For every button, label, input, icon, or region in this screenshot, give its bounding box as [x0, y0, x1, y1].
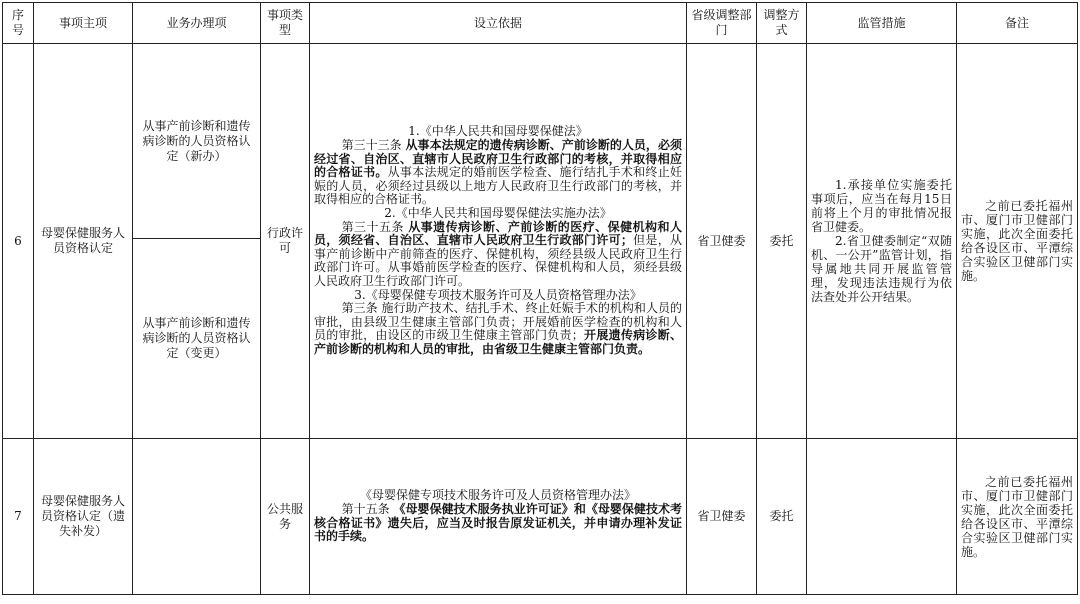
row-method: 委托 [757, 44, 807, 439]
row-dept: 省卫健委 [687, 44, 757, 439]
row-no: 7 [3, 439, 34, 595]
header-basis: 设立依据 [310, 3, 687, 44]
row-sub-item: 从事产前诊断和遗传病诊断的人员资格认定（新办） [133, 44, 261, 239]
table-row [3, 44, 1078, 239]
supervision-item: 2.省卫健委制定“双随机、一公开”监管计划，指导属地共同开展监管管理，发现违法违规行为依法查处并公开结果。 [811, 234, 952, 304]
row-dept: 省卫健委 [687, 439, 757, 595]
items-table [2, 2, 1078, 595]
row-main-item: 母婴保健服务人员资格认定（遗失补发） [34, 439, 133, 595]
row-no: 6 [3, 44, 34, 439]
basis-article: 第十五条 《母婴保健技术服务执业许可证》和《母婴保健技术考核合格证书》遗失后，应当及时报告原发证机关，并申请办理补发证书的手续。 [314, 501, 682, 544]
row-type: 行政许可 [261, 44, 310, 439]
row-method: 委托 [757, 439, 807, 595]
basis-law-title: 3.《母婴保健专项技术服务许可及人员资格管理办法》 [354, 287, 642, 302]
row-note: 之前已委托福州市、厦门市卫健部门实施，此次全面委托给各设区市、平潭综合实验区卫健部门实施。 [957, 44, 1078, 439]
header-sub-item: 业务办理项 [133, 3, 261, 44]
header-supervision: 监管措施 [807, 3, 957, 44]
basis-law-title: 《母婴保健专项技术服务许可及人员资格管理办法》 [359, 488, 636, 503]
header-note: 备注 [957, 3, 1078, 44]
row-type: 公共服务 [261, 439, 310, 595]
basis-article: 第三十五条 从事遗传病诊断、产前诊断的医疗、保健机构和人员，须经省、自治区、直辖市人民政府卫生行政部门许可；但是，从事产前诊断中产前筛查的医疗、保健机构，须经县级人民政府卫生行政部门许可。从事婚前医学检查的医疗、保健机构和人员，须经县级人民政府卫生行政部门许可。 [314, 219, 682, 288]
header-type: 事项类型 [261, 3, 310, 44]
row-supervision [807, 439, 957, 595]
header-main-item: 事项主项 [34, 3, 133, 44]
row-note: 之前已委托福州市、厦门市卫健部门实施，此次全面委托给各设区市、平潭综合实验区卫健部门实施。 [957, 439, 1078, 595]
basis-law-title: 1.《中华人民共和国母婴保健法》 [408, 124, 588, 139]
row-sub-item: 从事产前诊断和遗传病诊断的人员资格认定（变更） [133, 239, 261, 439]
header-row [3, 3, 1078, 44]
basis-article: 第三十三条 从事本法规定的遗传病诊断、产前诊断的人员，必须经过省、自治区、直辖市人民政府卫生行政部门的考核，并取得相应的合格证书。从事本法规定的婚前医学检查、施行结扎手术和终止妊娠的人员，必须经过县级以上地方人民政府卫生行政部门的考核，并取得相应的合格证书。 [314, 138, 682, 207]
row-basis [310, 439, 687, 595]
row-basis [310, 44, 687, 439]
basis-article: 第三条 施行助产技术、结扎手术、终止妊娠手术的机构和人员的审批，由县级卫生健康主管部门负责；开展婚前医学检查的机构和人员的审批，由设区的市级卫生健康主管部门负责；开展遗传病诊断、产前诊断的机构和人员的审批，由省级卫生健康主管部门负责。 [314, 301, 682, 356]
supervision-item: 1.承接单位实施委托事项后，应当在每月15日前将上个月的审批情况报省卫健委。 [811, 178, 952, 234]
basis-law-title: 2.《中华人民共和国母婴保健法实施办法》 [384, 206, 612, 221]
table-row [3, 439, 1078, 595]
header-dept: 省级调整部门 [687, 3, 757, 44]
header-no: 序号 [3, 3, 34, 44]
row-supervision [807, 44, 957, 439]
row-main-item: 母婴保健服务人员资格认定 [34, 44, 133, 439]
row-sub-item [133, 439, 261, 595]
header-method: 调整方式 [757, 3, 807, 44]
